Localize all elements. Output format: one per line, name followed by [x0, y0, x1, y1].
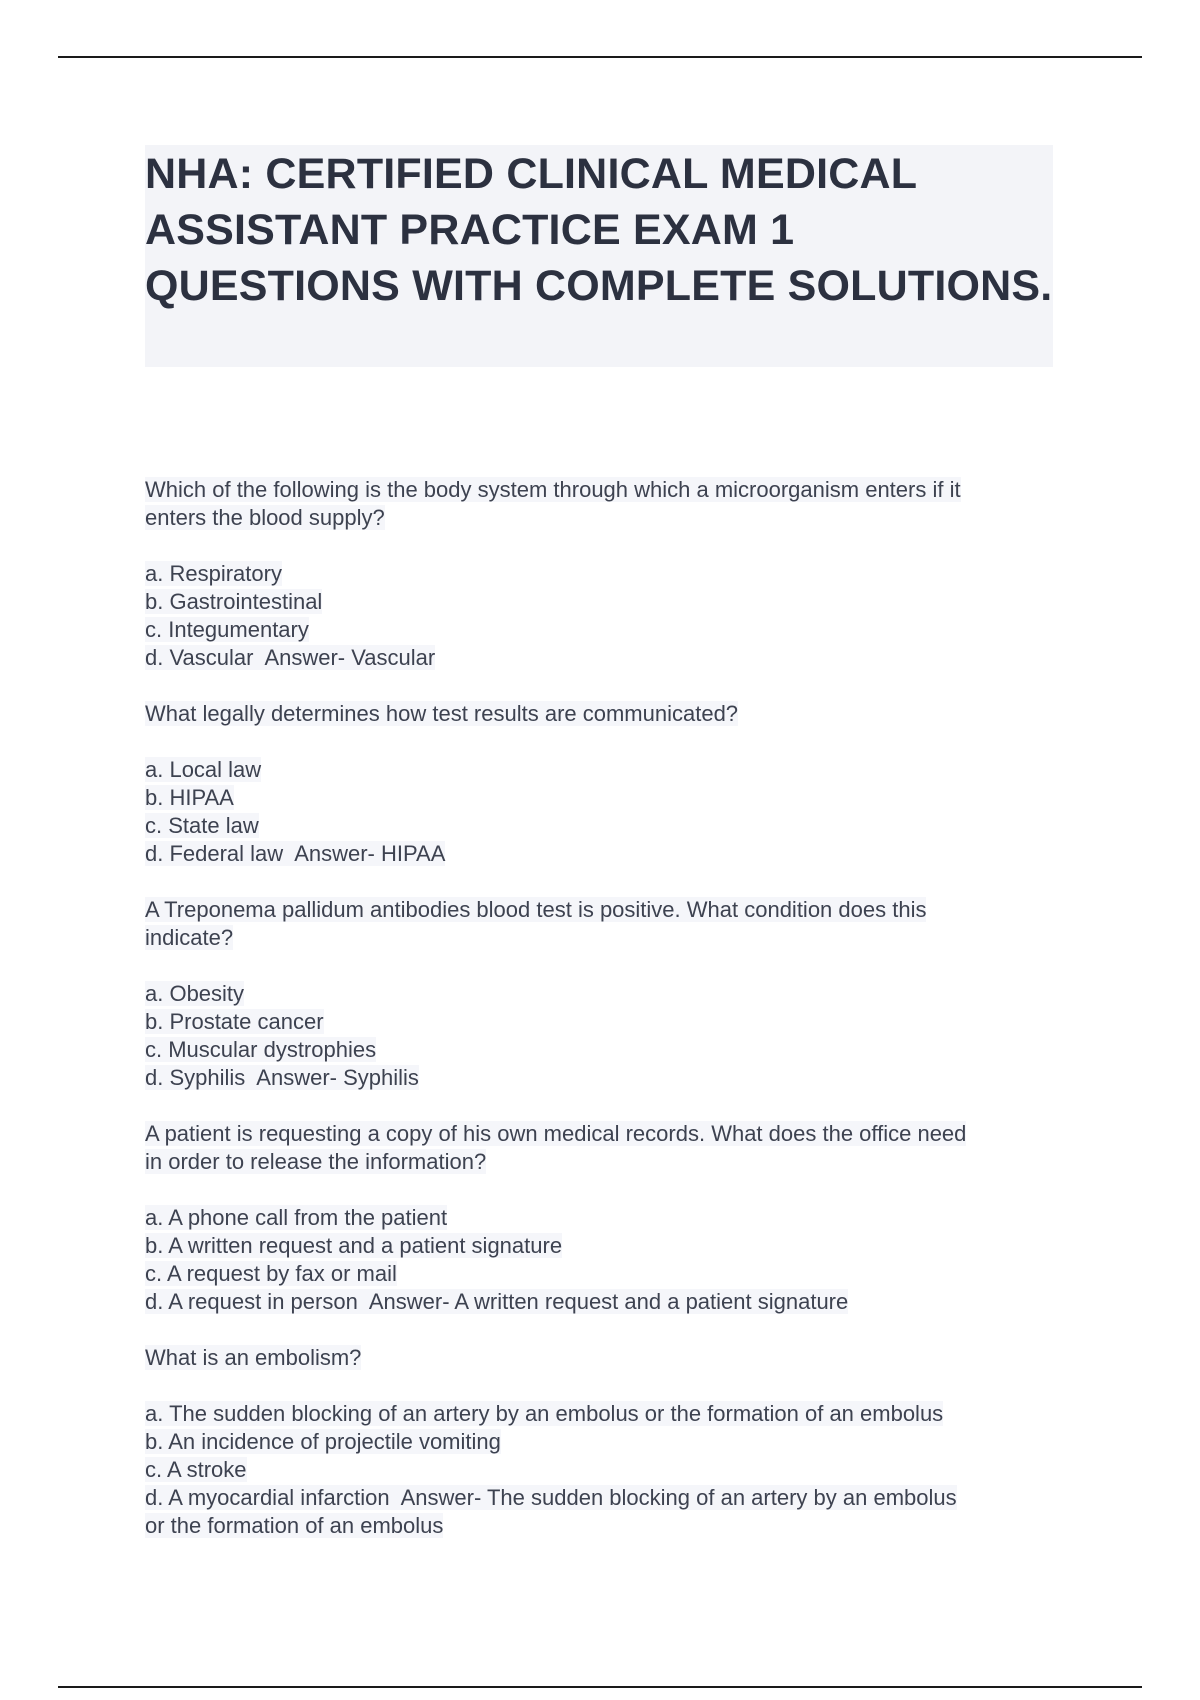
question-line: A Treponema pallidum antibodies blood test is positive. What condition does this	[145, 897, 927, 922]
question-line: What legally determines how test results are communicated?	[145, 701, 739, 726]
option-item: a. A phone call from the patient	[145, 1205, 448, 1230]
option-item: d. Syphilis Answer- Syphilis	[145, 1065, 419, 1090]
question-block	[145, 476, 1065, 672]
question-line: A patient is requesting a copy of his own medical records. What does the office need	[145, 1121, 967, 1146]
option-item: d. Federal law Answer- HIPAA	[145, 841, 446, 866]
question-line: indicate?	[145, 925, 234, 950]
answer-text: Answer- HIPAA	[294, 841, 446, 866]
options-list	[145, 1204, 1065, 1316]
options-list	[145, 560, 1065, 672]
question-line: enters the blood supply?	[145, 505, 385, 530]
question-text	[145, 1120, 1065, 1176]
option-item: d. A request in person Answer- A written request and a patient signature	[145, 1289, 849, 1314]
option-item-continuation	[145, 1512, 1065, 1540]
answer-text: Answer- The sudden blocking of an artery by an embolus	[400, 1485, 957, 1510]
option-item: a. Local law	[145, 757, 262, 782]
question-block	[145, 700, 1065, 868]
questions-list	[145, 476, 1065, 1568]
question-line: Which of the following is the body system through which a microorganism enters if it	[145, 477, 961, 502]
answer-text: Answer- Vascular	[264, 645, 436, 670]
option-item: c. A stroke	[145, 1457, 247, 1482]
option-item: b. Prostate cancer	[145, 1009, 324, 1034]
options-list	[145, 980, 1065, 1092]
answer-text: Answer- A written request and a patient signature	[368, 1289, 849, 1314]
answer-text: Answer- Syphilis	[256, 1065, 419, 1090]
option-item: c. State law	[145, 813, 259, 838]
option-item: a. The sudden blocking of an artery by an embolus or the formation of an embolus	[145, 1401, 944, 1426]
question-text	[145, 476, 1065, 532]
option-item: c. Integumentary	[145, 617, 309, 642]
option-item: c. Muscular dystrophies	[145, 1037, 377, 1062]
question-block	[145, 896, 1065, 1092]
question-text	[145, 700, 1065, 728]
option-item: b. Gastrointestinal	[145, 589, 323, 614]
question-text	[145, 1344, 1065, 1372]
top-divider	[58, 56, 1142, 58]
option-item: b. HIPAA	[145, 785, 234, 810]
bottom-divider	[58, 1686, 1142, 1688]
option-item: a. Obesity	[145, 981, 245, 1006]
question-block	[145, 1344, 1065, 1540]
question-text	[145, 896, 1065, 952]
question-line: What is an embolism?	[145, 1345, 362, 1370]
question-block	[145, 1120, 1065, 1316]
option-item: d. Vascular Answer- Vascular	[145, 645, 436, 670]
options-list	[145, 756, 1065, 868]
option-item: b. An incidence of projectile vomiting	[145, 1429, 501, 1454]
option-item: a. Respiratory	[145, 561, 282, 586]
question-line: in order to release the information?	[145, 1149, 487, 1174]
answer-text-continuation: or the formation of an embolus	[145, 1513, 444, 1538]
option-item: d. A myocardial infarction Answer- The sudden blocking of an artery by an embolus	[145, 1485, 957, 1510]
page-title: NHA: CERTIFIED CLINICAL MEDICAL ASSISTANT PRACTICE EXAM 1 QUESTIONS WITH COMPLETE SOLUTIONS.	[145, 150, 1053, 310]
option-item: b. A written request and a patient signature	[145, 1233, 563, 1258]
options-list	[145, 1400, 1065, 1540]
option-item: c. A request by fax or mail	[145, 1261, 397, 1286]
